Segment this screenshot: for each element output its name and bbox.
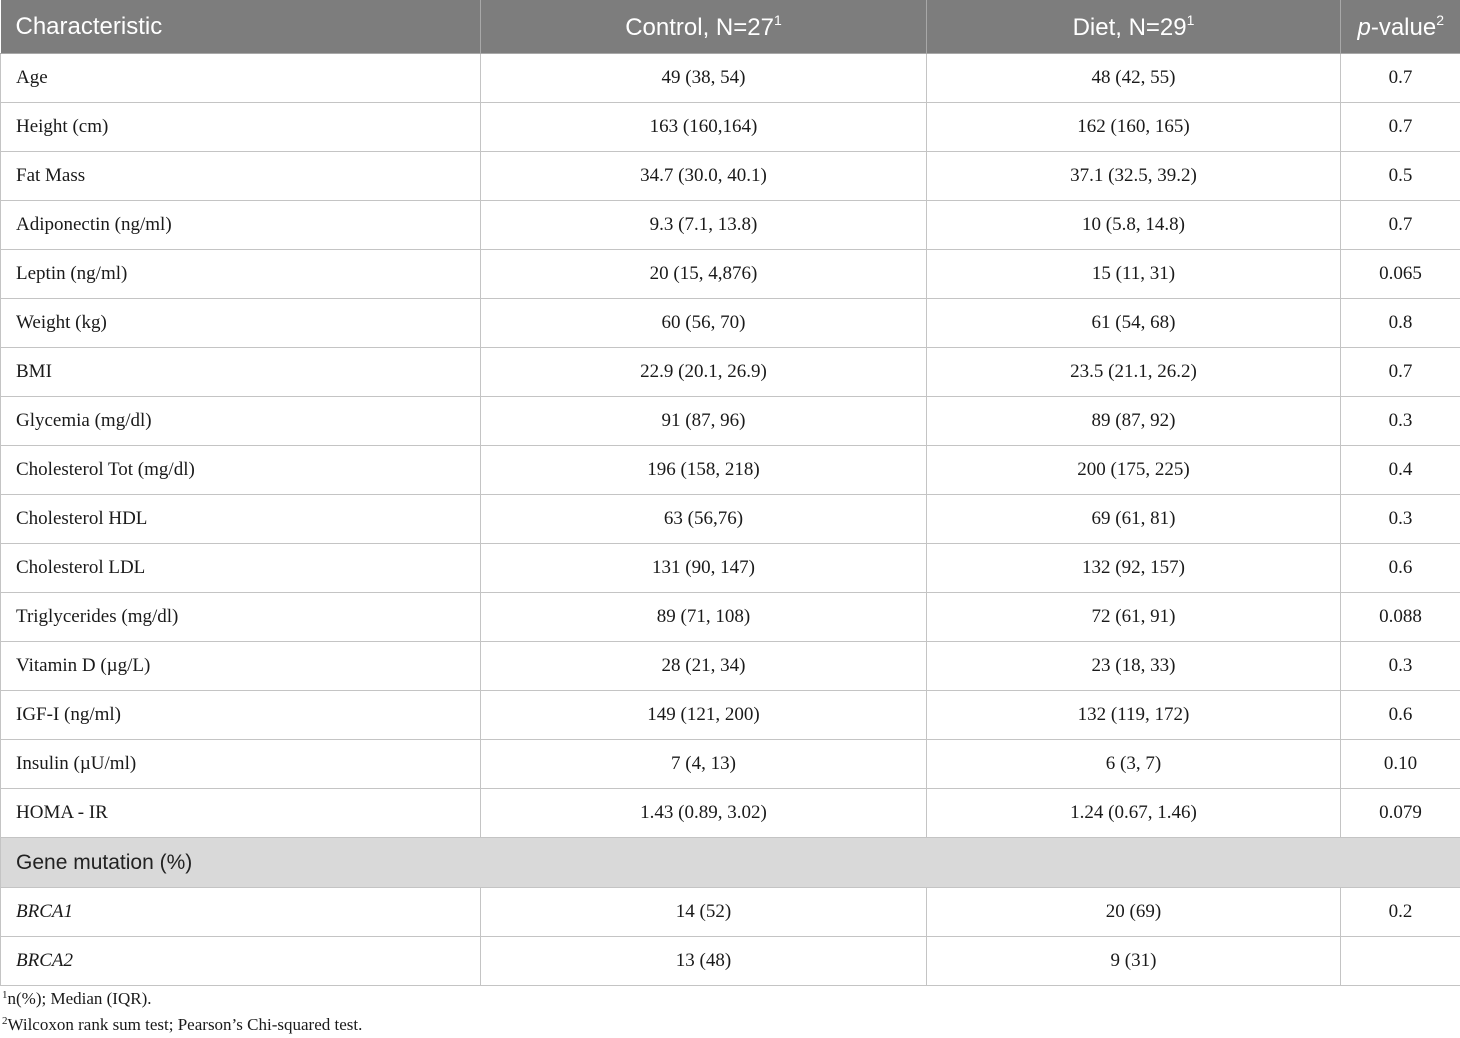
control-value: 28 (21, 34) (481, 642, 927, 691)
table-row (1, 642, 1460, 691)
diet-value: 200 (175, 225) (927, 446, 1341, 495)
table-row (1, 691, 1460, 740)
diet-value: 37.1 (32.5, 39.2) (927, 152, 1341, 201)
p-value: 0.5 (1341, 152, 1460, 201)
table-row (1, 495, 1460, 544)
row-label: Glycemia (mg/dl) (1, 397, 481, 446)
p-value: 0.3 (1341, 495, 1460, 544)
header-characteristic: Characteristic (1, 0, 481, 54)
row-label: Insulin (µU/ml) (1, 740, 481, 789)
diet-value: 89 (87, 92) (927, 397, 1341, 446)
table-row (1, 201, 1460, 250)
header-diet-footnote-marker: 1 (1186, 11, 1195, 28)
row-label: HOMA - IR (1, 789, 481, 838)
footnote-1: $^1$n(%); Median (IQR). (2, 989, 152, 1008)
control-value: 91 (87, 96) (481, 397, 927, 446)
diet-value: 1.24 (0.67, 1.46) (927, 789, 1341, 838)
control-value: 89 (71, 108) (481, 593, 927, 642)
header-diet: Diet, $N=29^1$ (927, 0, 1341, 54)
section-row (1, 838, 1460, 888)
row-label: BRCA1 (1, 888, 481, 937)
table-row (1, 593, 1460, 642)
p-value: 0.6 (1341, 691, 1460, 740)
footnote-2: $^2$Wilcoxon rank sum test; Pearson’s Chi-squared test. (2, 1015, 363, 1034)
row-label: Height (cm) (1, 103, 481, 152)
p-value: 0.4 (1341, 446, 1460, 495)
control-value: 49 (38, 54) (481, 54, 927, 103)
table-row (1, 152, 1460, 201)
table-row (1, 544, 1460, 593)
p-value: 0.3 (1341, 642, 1460, 691)
table-row (1, 789, 1460, 838)
p-value: 0.7 (1341, 201, 1460, 250)
header-p-footnote-marker: 2 (1436, 11, 1445, 28)
diet-value: 162 (160, 165) (927, 103, 1341, 152)
table-row (1, 937, 1460, 986)
p-value: 0.7 (1341, 103, 1460, 152)
p-value: 0.10 (1341, 740, 1460, 789)
table-row (1, 299, 1460, 348)
p-value: 0.6 (1341, 544, 1460, 593)
diet-value: 48 (42, 55) (927, 54, 1341, 103)
table-row (1, 250, 1460, 299)
row-label: Adiponectin (ng/ml) (1, 201, 481, 250)
control-value: 63 (56,76) (481, 495, 927, 544)
row-label: Cholesterol HDL (1, 495, 481, 544)
table-row (1, 740, 1460, 789)
diet-value: 69 (61, 81) (927, 495, 1341, 544)
p-value: 0.2 (1341, 888, 1460, 937)
control-value: 22.9 (20.1, 26.9) (481, 348, 927, 397)
control-value: 149 (121, 200) (481, 691, 927, 740)
p-value: 0.065 (1341, 250, 1460, 299)
table-row (1, 54, 1460, 103)
control-value: 1.43 (0.89, 3.02) (481, 789, 927, 838)
row-label: IGF-I (ng/ml) (1, 691, 481, 740)
p-value: 0.088 (1341, 593, 1460, 642)
row-label: BRCA2 (1, 937, 481, 986)
row-label: Weight (kg) (1, 299, 481, 348)
control-value: 34.7 (30.0, 40.1) (481, 152, 927, 201)
control-value: 9.3 (7.1, 13.8) (481, 201, 927, 250)
table-header-row (1, 0, 1460, 54)
table-row (1, 103, 1460, 152)
diet-value: 6 (3, 7) (927, 740, 1341, 789)
diet-value: 10 (5.8, 14.8) (927, 201, 1341, 250)
header-control-footnote-marker: 1 (773, 11, 782, 28)
row-label: Cholesterol LDL (1, 544, 481, 593)
diet-value: 72 (61, 91) (927, 593, 1341, 642)
row-label: Vitamin D (µg/L) (1, 642, 481, 691)
row-label: Fat Mass (1, 152, 481, 201)
table-row (1, 397, 1460, 446)
table-row (1, 888, 1460, 937)
p-value: 0.8 (1341, 299, 1460, 348)
row-label: Triglycerides (mg/dl) (1, 593, 481, 642)
header-control: Control, $N=27^1$ (481, 0, 927, 54)
table-row (1, 446, 1460, 495)
control-value: 7 (4, 13) (481, 740, 927, 789)
diet-value: 15 (11, 31) (927, 250, 1341, 299)
control-value: 14 (52) (481, 888, 927, 937)
control-value: 163 (160,164) (481, 103, 927, 152)
row-label: Age (1, 54, 481, 103)
control-value: 131 (90, 147) (481, 544, 927, 593)
diet-value: 132 (119, 172) (927, 691, 1341, 740)
p-value: 0.079 (1341, 789, 1460, 838)
p-value: 0.7 (1341, 348, 1460, 397)
row-label: BMI (1, 348, 481, 397)
row-label: Cholesterol Tot (mg/dl) (1, 446, 481, 495)
row-label: Leptin (ng/ml) (1, 250, 481, 299)
diet-value: 132 (92, 157) (927, 544, 1341, 593)
diet-value: 9 (31) (927, 937, 1341, 986)
diet-value: 20 (69) (927, 888, 1341, 937)
control-value: 60 (56, 70) (481, 299, 927, 348)
control-value: 20 (15, 4,876) (481, 250, 927, 299)
diet-value: 23.5 (21.1, 26.2) (927, 348, 1341, 397)
p-value (1341, 937, 1460, 986)
header-p-value: p-value$^2$ (1341, 0, 1460, 54)
table-row (1, 348, 1460, 397)
p-value: 0.7 (1341, 54, 1460, 103)
diet-value: 23 (18, 33) (927, 642, 1341, 691)
control-value: 196 (158, 218) (481, 446, 927, 495)
p-value: 0.3 (1341, 397, 1460, 446)
control-value: 13 (48) (481, 937, 927, 986)
section-label: Gene mutation (%) (1, 838, 1460, 888)
diet-value: 61 (54, 68) (927, 299, 1341, 348)
